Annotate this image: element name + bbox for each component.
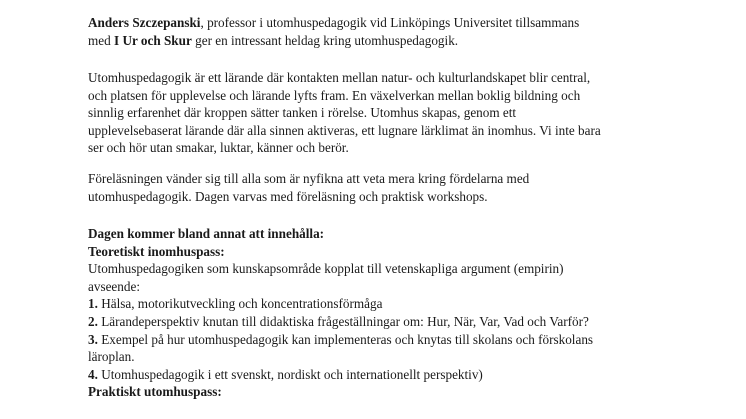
- section-title-theory: Teoretiskt inomhuspass:: [88, 243, 225, 259]
- agenda-item-number: 2.: [88, 313, 98, 329]
- agenda-item-text: Utomhuspedagogik i ett svenskt, nordiskt och internationellt perspektiv): [97, 366, 483, 382]
- agenda-item-number: 3.: [88, 331, 98, 347]
- speaker-name: Anders Szczepanski: [88, 15, 201, 30]
- description-line: ser och hör utan smakar, luktar, känner och berör.: [88, 140, 349, 156]
- description-line: Utomhuspedagogik är ett lärande där kontakten mellan natur- och kulturlandskapet blir central,: [88, 70, 591, 85]
- agenda-item: [88, 313, 688, 331]
- agenda-item-number: 1.: [88, 296, 98, 312]
- description-paragraph: [88, 69, 688, 157]
- audience-line: Föreläsningen vänder sig till alla som är nyfikna att veta mera kring fördelarna med: [88, 171, 530, 186]
- agenda-item-text: Exempel på hur utomhuspedagogik kan implementeras och knytas till skolans och förskolans: [97, 331, 594, 347]
- intro-line-2-pre: med: [88, 32, 115, 48]
- intro-line-1: [88, 14, 688, 32]
- description-line: upplevelsebaserat lärande där alla sinnen aktiveras, ett lugnare lärklimat än inomhus. Vi inte bara: [88, 122, 601, 138]
- agenda-item-continuation: läroplan.: [88, 349, 135, 365]
- section-title-practice: Praktiskt utomhuspass:: [88, 384, 222, 400]
- intro-line-2: [88, 32, 688, 50]
- description-line: sinnlig erfarenhet där kroppen sätter tanken i rörelse. Utomhus skapas, genom ett: [88, 105, 517, 121]
- agenda-item-text: Lärandeperspektiv knutan till didaktiska frågeställningar om: Hur, När, Var, Vad och Varför?: [97, 313, 589, 329]
- organization-name: I Ur och Skur: [114, 32, 192, 48]
- agenda-heading: Dagen kommer bland annat att innehålla:: [88, 226, 325, 241]
- section-intro-line: avseende:: [88, 278, 140, 294]
- audience-line: utomhuspedagogik. Dagen varvas med föreläsning och praktisk workshops.: [88, 188, 488, 204]
- agenda-item: [88, 331, 688, 349]
- section-intro-line: Utomhuspedagogiken som kunskapsområde kopplat till vetenskapliga argument (empirin): [88, 261, 564, 277]
- intro-paragraph: [88, 14, 688, 49]
- intro-line-2-text: ger en intressant heldag kring utomhuspedagogik.: [191, 32, 459, 48]
- description-line: och platsen för upplevelse och lärande lyfts fram. En växelverkan mellan boklig bildning och: [88, 87, 581, 103]
- agenda-item: [88, 295, 688, 313]
- agenda-item-text: Hälsa, motorikutveckling och koncentrationsförmåga: [97, 296, 383, 312]
- intro-line-1-text: , professor i utomhuspedagogik vid Linköpings Universitet tillsammans: [200, 15, 580, 30]
- agenda-item-number: 4.: [88, 366, 98, 382]
- agenda-item: [88, 366, 688, 384]
- agenda-section: [88, 225, 688, 401]
- audience-paragraph: [88, 170, 688, 205]
